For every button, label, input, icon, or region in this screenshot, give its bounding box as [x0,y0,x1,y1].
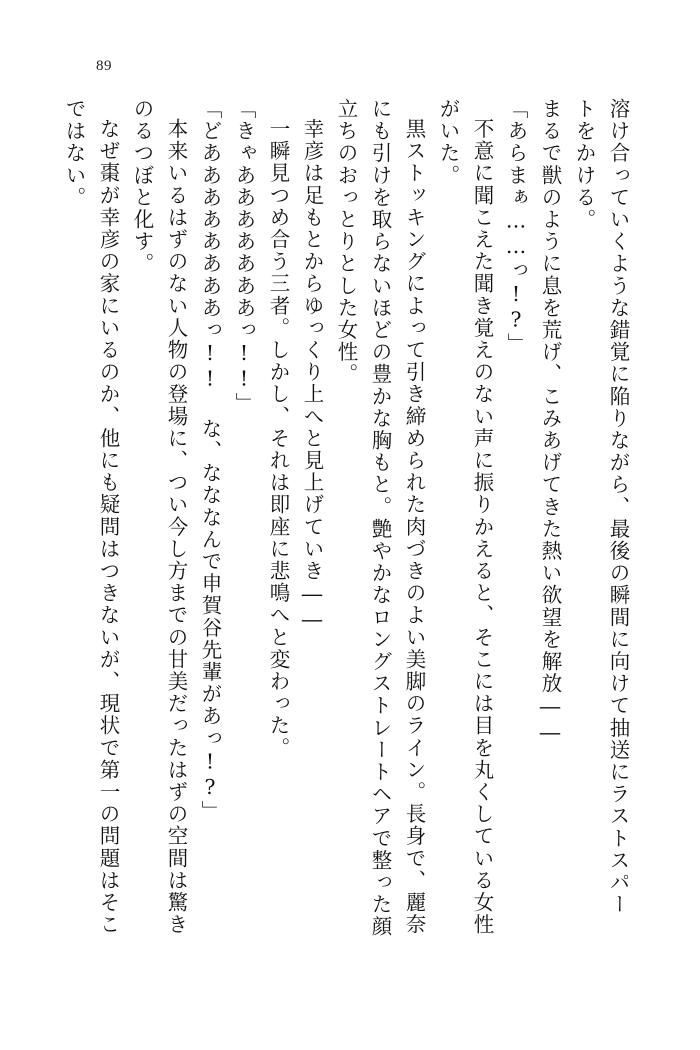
text-line: トをかける。 [572,98,596,231]
text-line: 不意に聞こえた聞き覚えのない声に振りかえると、そこには目を丸くしている女性 [470,118,494,936]
text-line: 幸彦は足もとからゆっくり上へと見上げていき―― [300,118,324,634]
text-line: 「きゃあああああああっ!!」 [232,98,256,415]
text-line: 「どああああああああっ!! な、なななんで申賀谷先輩があっ!?」 [198,98,222,823]
text-line: なぜ棗が幸彦の家にいるのか、他にも疑問はつきないが、現状で第一の問題はそこ [96,118,120,936]
text-line: 黒ストッキングによって引き締められた肉づきのよい美脚のライン。長身で、麗奈 [402,118,426,936]
text-line: のるつぼと化す。 [130,98,154,275]
text-line: ではない。 [62,98,86,209]
vertical-text-block [62,98,630,978]
text-line: がいた。 [436,98,460,187]
text-line: 本来いるはずのない人物の登場に、つい今し方までの甘美だったはずの空間は驚き [164,118,188,936]
text-line: にも引けを取らないほどの豊かな胸もと。艶やかなロングストレートヘアで整った顔 [368,98,392,938]
text-line: 「あらまぁ……っ!?」 [504,98,528,356]
page-number: 89 [96,58,112,74]
text-line: 立ちのおっとりとした女性。 [334,98,358,386]
text-line: 一瞬見つめ合う三者。しかし、それは即座に悲鳴へと変わった。 [266,118,290,759]
text-line: まるで獣のように息を荒げ、こみあげてきた熱い欲望を解放―― [538,98,562,746]
text-line: 溶け合っていくような錯覚に陥りながら、最後の瞬間に向けて抽送にラストスパー [606,98,630,916]
